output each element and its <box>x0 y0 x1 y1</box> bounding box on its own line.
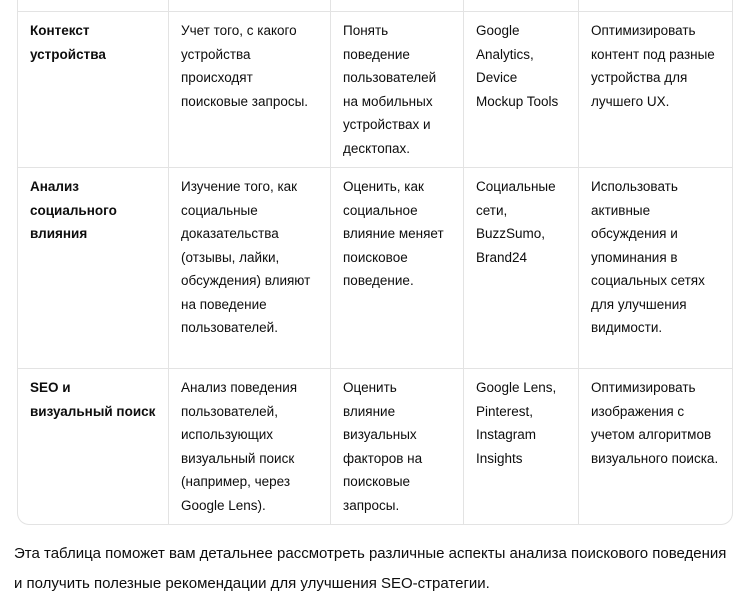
cell-recommendation: Использовать активные обсуждения и упоминания в социальных сетях для улучшения видимости. <box>578 167 732 368</box>
cell-description: Учет того, с какого устройства происходят поисковые запросы. <box>168 11 330 167</box>
cell-aspect: SEO и визуальный поиск <box>18 368 168 524</box>
table-row-partial <box>18 0 732 11</box>
cell-goal <box>330 0 463 11</box>
cell-description: Изучение того, как социальные доказательства (отзывы, лайки, обсуждения) влияют на поведение пользователей. <box>168 167 330 368</box>
analysis-table <box>17 0 733 525</box>
cell-goal: Оценить влияние визуальных факторов на поисковые запросы. <box>330 368 463 524</box>
cell-description <box>168 0 330 11</box>
cell-tools: Google Lens, Pinterest, Instagram Insights <box>463 368 578 524</box>
cell-aspect: Контекст устройства <box>18 11 168 167</box>
cell-recommendation: Оптимизировать контент под разные устройства для лучшего UX. <box>578 11 732 167</box>
cell-tools: Google Analytics, Device Mockup Tools <box>463 11 578 167</box>
table-row-visual-search <box>18 368 732 524</box>
cell-aspect: Анализ социального влияния <box>18 167 168 368</box>
cell-tools: Социальные сети, BuzzSumo, Brand24 <box>463 167 578 368</box>
cell-aspect <box>18 0 168 11</box>
table-row-social-influence <box>18 167 732 368</box>
cell-recommendation <box>578 0 732 11</box>
closing-paragraph: Эта таблица поможет вам детальнее рассмотреть различные аспекты анализа поискового поведения и получить полезные рекомендации для улучшения SEO-стратегии. <box>14 545 727 592</box>
cell-description: Анализ поведения пользователей, использующих визуальный поиск (например, через Google Lens). <box>168 368 330 524</box>
table-row-device-context <box>18 11 732 167</box>
cell-recommendation: Оптимизировать изображения с учетом алгоритмов визуального поиска. <box>578 368 732 524</box>
cell-goal: Оценить, как социальное влияние меняет поисковое поведение. <box>330 167 463 368</box>
cell-goal: Понять поведение пользователей на мобильных устройствах и десктопах. <box>330 11 463 167</box>
cell-tools <box>463 0 578 11</box>
